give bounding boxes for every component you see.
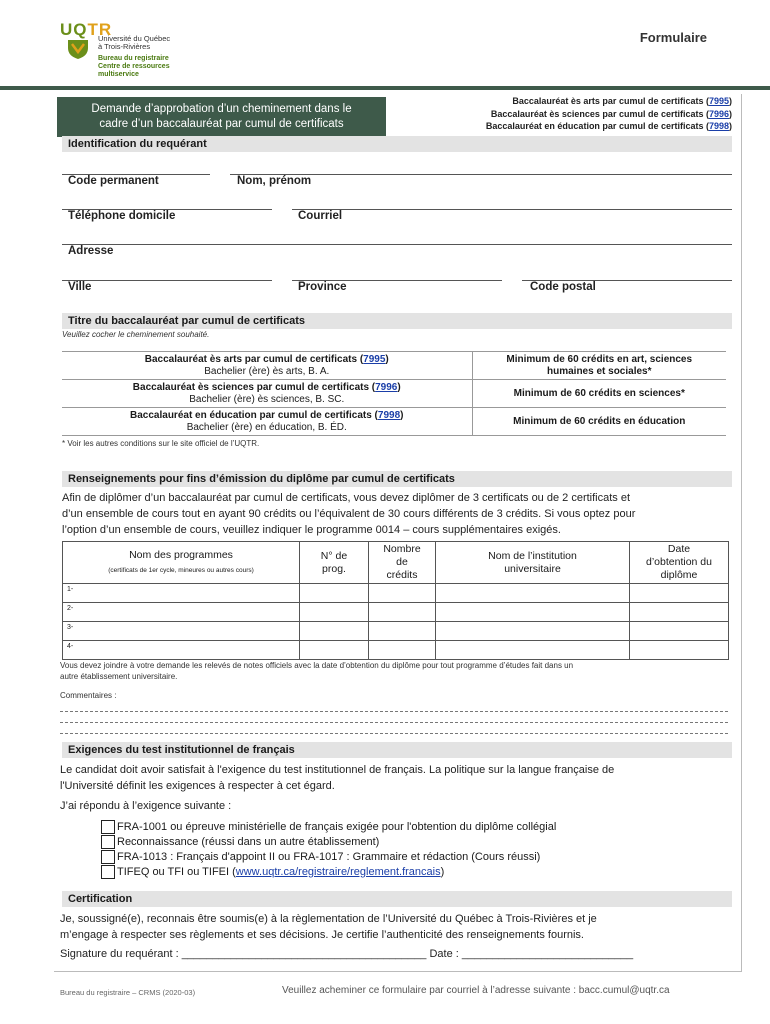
renseignements-paragraph: Afin de diplômer d’un baccalauréat par cumul de certificats, vous devez diplômer de 3 certificats ou de 2 certificats et d’un ensemble de cours tout en ayant 90 crédits ou l’équivalent de 30 cours différents de 3 crédits. Si vous optez pour l’option d’un ensemble de cours, veuillez indiquer le programme 0014 – cours supplémentaires exigés. <box>62 492 636 536</box>
cert-link-7998[interactable]: 7998 <box>377 409 401 421</box>
footer-instructions: Veuillez acheminer ce formulaire par courriel à l’adresse suivante : bacc.cumul@uqtr.ca <box>282 985 670 996</box>
table-cell[interactable] <box>300 622 369 641</box>
bureau-name: Bureau du registraire Centre de ressources multiservice <box>98 55 170 78</box>
exigences-intro: J’ai répondu à l’exigence suivante : <box>60 800 232 812</box>
checkbox[interactable] <box>101 820 115 834</box>
footer-reference: Bureau du registraire – CRMS (2020-03) <box>60 988 196 997</box>
form-label: Formulaire <box>639 30 707 45</box>
col-no-prog: N° de prog. <box>300 542 369 584</box>
table-cell[interactable] <box>436 641 630 660</box>
row-number: 2- <box>63 603 300 622</box>
col-date-obtention: Date d’obtention du diplôme <box>630 542 729 584</box>
cert-row-7996[interactable]: Baccalauréat ès sciences par cumul de certificats (7996) Bachelier (ère) ès sciences, B. SC. Minimum de 60 crédits en sciences* <box>62 380 726 408</box>
ville-field[interactable] <box>62 280 272 281</box>
table-cell[interactable] <box>369 622 436 641</box>
courriel-label: Courriel <box>298 210 343 222</box>
program-link-7995[interactable]: 7995 <box>708 96 729 106</box>
table-row[interactable] <box>63 603 729 622</box>
table-cell[interactable] <box>630 584 729 603</box>
courriel-field[interactable] <box>292 209 732 210</box>
commentaires-line-1[interactable] <box>60 711 728 712</box>
exigences-paragraph: Le candidat doit avoir satisfait à l'exigence du test institutionnel de français. La politique sur la langue française de l'Université définit les exigences à respecter à cet égard. <box>60 764 615 792</box>
table-cell[interactable] <box>436 622 630 641</box>
section-renseignements: Renseignements pour fins d’émission du diplôme par cumul de certificats <box>62 471 732 487</box>
row-number: 4- <box>63 641 300 660</box>
table-row[interactable] <box>63 641 729 660</box>
header-divider <box>0 86 770 90</box>
col-nombre-credits: Nombre de crédits <box>369 542 436 584</box>
cert-row-7998[interactable]: Baccalauréat en éducation par cumul de certificats (7998) Bachelier (ère) en éducation, B. ÉD. Minimum de 60 crédits en éducation <box>62 408 726 436</box>
page-title: Demande d’approbation d’un cheminement dans le cadre d’un baccalauréat par cumul de certificats <box>57 97 386 137</box>
cert-link-7995[interactable]: 7995 <box>363 353 386 365</box>
row-number: 3- <box>63 622 300 641</box>
table-cell[interactable] <box>369 584 436 603</box>
section-titre-bac: Titre du baccalauréat par cumul de certificats <box>62 313 732 329</box>
cert-link-7996[interactable]: 7996 <box>375 381 398 393</box>
program-list: Baccalauréat ès arts par cumul de certificats (7995) Baccalauréat ès sciences par cumul de certificats (7996) Baccalauréat en éducation par cumul de certificats (7998) <box>485 96 732 131</box>
checkbox[interactable] <box>101 865 115 879</box>
option-reconnaissance[interactable]: Reconnaissance (réussi dans un autre établissement) <box>101 834 379 849</box>
university-name: Université du Québec à Trois-Rivières <box>98 34 171 51</box>
table-cell[interactable] <box>436 603 630 622</box>
option-fra1013[interactable]: FRA-1013 : Français d'appoint II ou FRA-1017 : Grammaire et rédaction (Cours réussi) <box>101 849 540 864</box>
table-cell[interactable] <box>630 641 729 660</box>
col-institution: Nom de l’institution universitaire <box>436 542 630 584</box>
row-number: 1- <box>63 584 300 603</box>
table-cell[interactable] <box>300 603 369 622</box>
section-certification: Certification <box>62 891 732 907</box>
nom-prenom-label: Nom, prénom <box>237 175 312 187</box>
code-postal-label: Code postal <box>530 281 596 293</box>
uqtr-crest-icon <box>66 38 90 60</box>
checkbox[interactable] <box>101 835 115 849</box>
table-cell[interactable] <box>630 603 729 622</box>
programs-table <box>62 541 729 660</box>
commentaires-line-3[interactable] <box>60 733 728 734</box>
province-label: Province <box>298 281 347 293</box>
table-cell[interactable] <box>369 641 436 660</box>
code-permanent-label: Code permanent <box>68 175 159 187</box>
commentaires-label: Commentaires : <box>60 691 117 700</box>
signature-date-line[interactable]: Signature du requérant : ________________________________________ Date : ____________________________ <box>60 948 634 960</box>
program-link-7998[interactable]: 7998 <box>708 121 729 131</box>
section-identification: Identification du requérant <box>62 136 732 152</box>
table-row[interactable] <box>63 584 729 603</box>
table-row[interactable] <box>63 622 729 641</box>
table-cell[interactable] <box>369 603 436 622</box>
col-nom-programmes: Nom des programmes (certificats de 1er cycle, mineures ou autres cours) <box>63 542 300 584</box>
cert-row-7995[interactable]: Baccalauréat ès arts par cumul de certificats (7995) Bachelier (ère) ès arts, B. A. Minimum de 60 crédits en art, sciences humaines et sociales* <box>62 352 726 380</box>
checkbox[interactable] <box>101 850 115 864</box>
adresse-label: Adresse <box>68 245 114 257</box>
table-cell[interactable] <box>300 584 369 603</box>
commentaires-line-2[interactable] <box>60 722 728 723</box>
titre-note: Veuillez cocher le cheminement souhaité. <box>62 330 210 339</box>
ville-label: Ville <box>68 281 92 293</box>
uqtr-logo-text: UQTR <box>60 20 113 39</box>
table-cell[interactable] <box>436 584 630 603</box>
reglement-francais-link[interactable]: www.uqtr.ca/registraire/reglement.francais <box>235 865 441 878</box>
certification-paragraph: Je, soussigné(e), reconnais être soumis(e) à la règlementation de l’Université du Québec à Trois-Rivières et je m’engage à respecter ses règlements et ses décisions. Je certifie l’authenticité des renseignements fournis. <box>60 913 597 941</box>
option-fra1001[interactable]: FRA-1001 ou épreuve ministérielle de français exigée pour l'obtention du diplôme collégial <box>101 819 556 834</box>
option-tifeq[interactable]: TIFEQ ou TFI ou TIFEI ( www.uqtr.ca/registraire/reglement.francais ) <box>101 864 444 879</box>
table-cell[interactable] <box>300 641 369 660</box>
table-cell[interactable] <box>630 622 729 641</box>
program-link-7996[interactable]: 7996 <box>708 108 729 119</box>
adresse-field[interactable] <box>62 244 732 245</box>
certificate-options-table <box>62 351 726 436</box>
releves-note: Vous devez joindre à votre demande les relevés de notes officiels avec la date d’obtention du diplôme pour tout programme d’études fait dans un autre établissement universitaire. <box>60 661 574 681</box>
telephone-label: Téléphone domicile <box>68 210 176 222</box>
section-exigences: Exigences du test institutionnel de français <box>62 742 732 758</box>
titre-footnote: * Voir les autres conditions sur le site officiel de l’UQTR. <box>62 439 260 448</box>
